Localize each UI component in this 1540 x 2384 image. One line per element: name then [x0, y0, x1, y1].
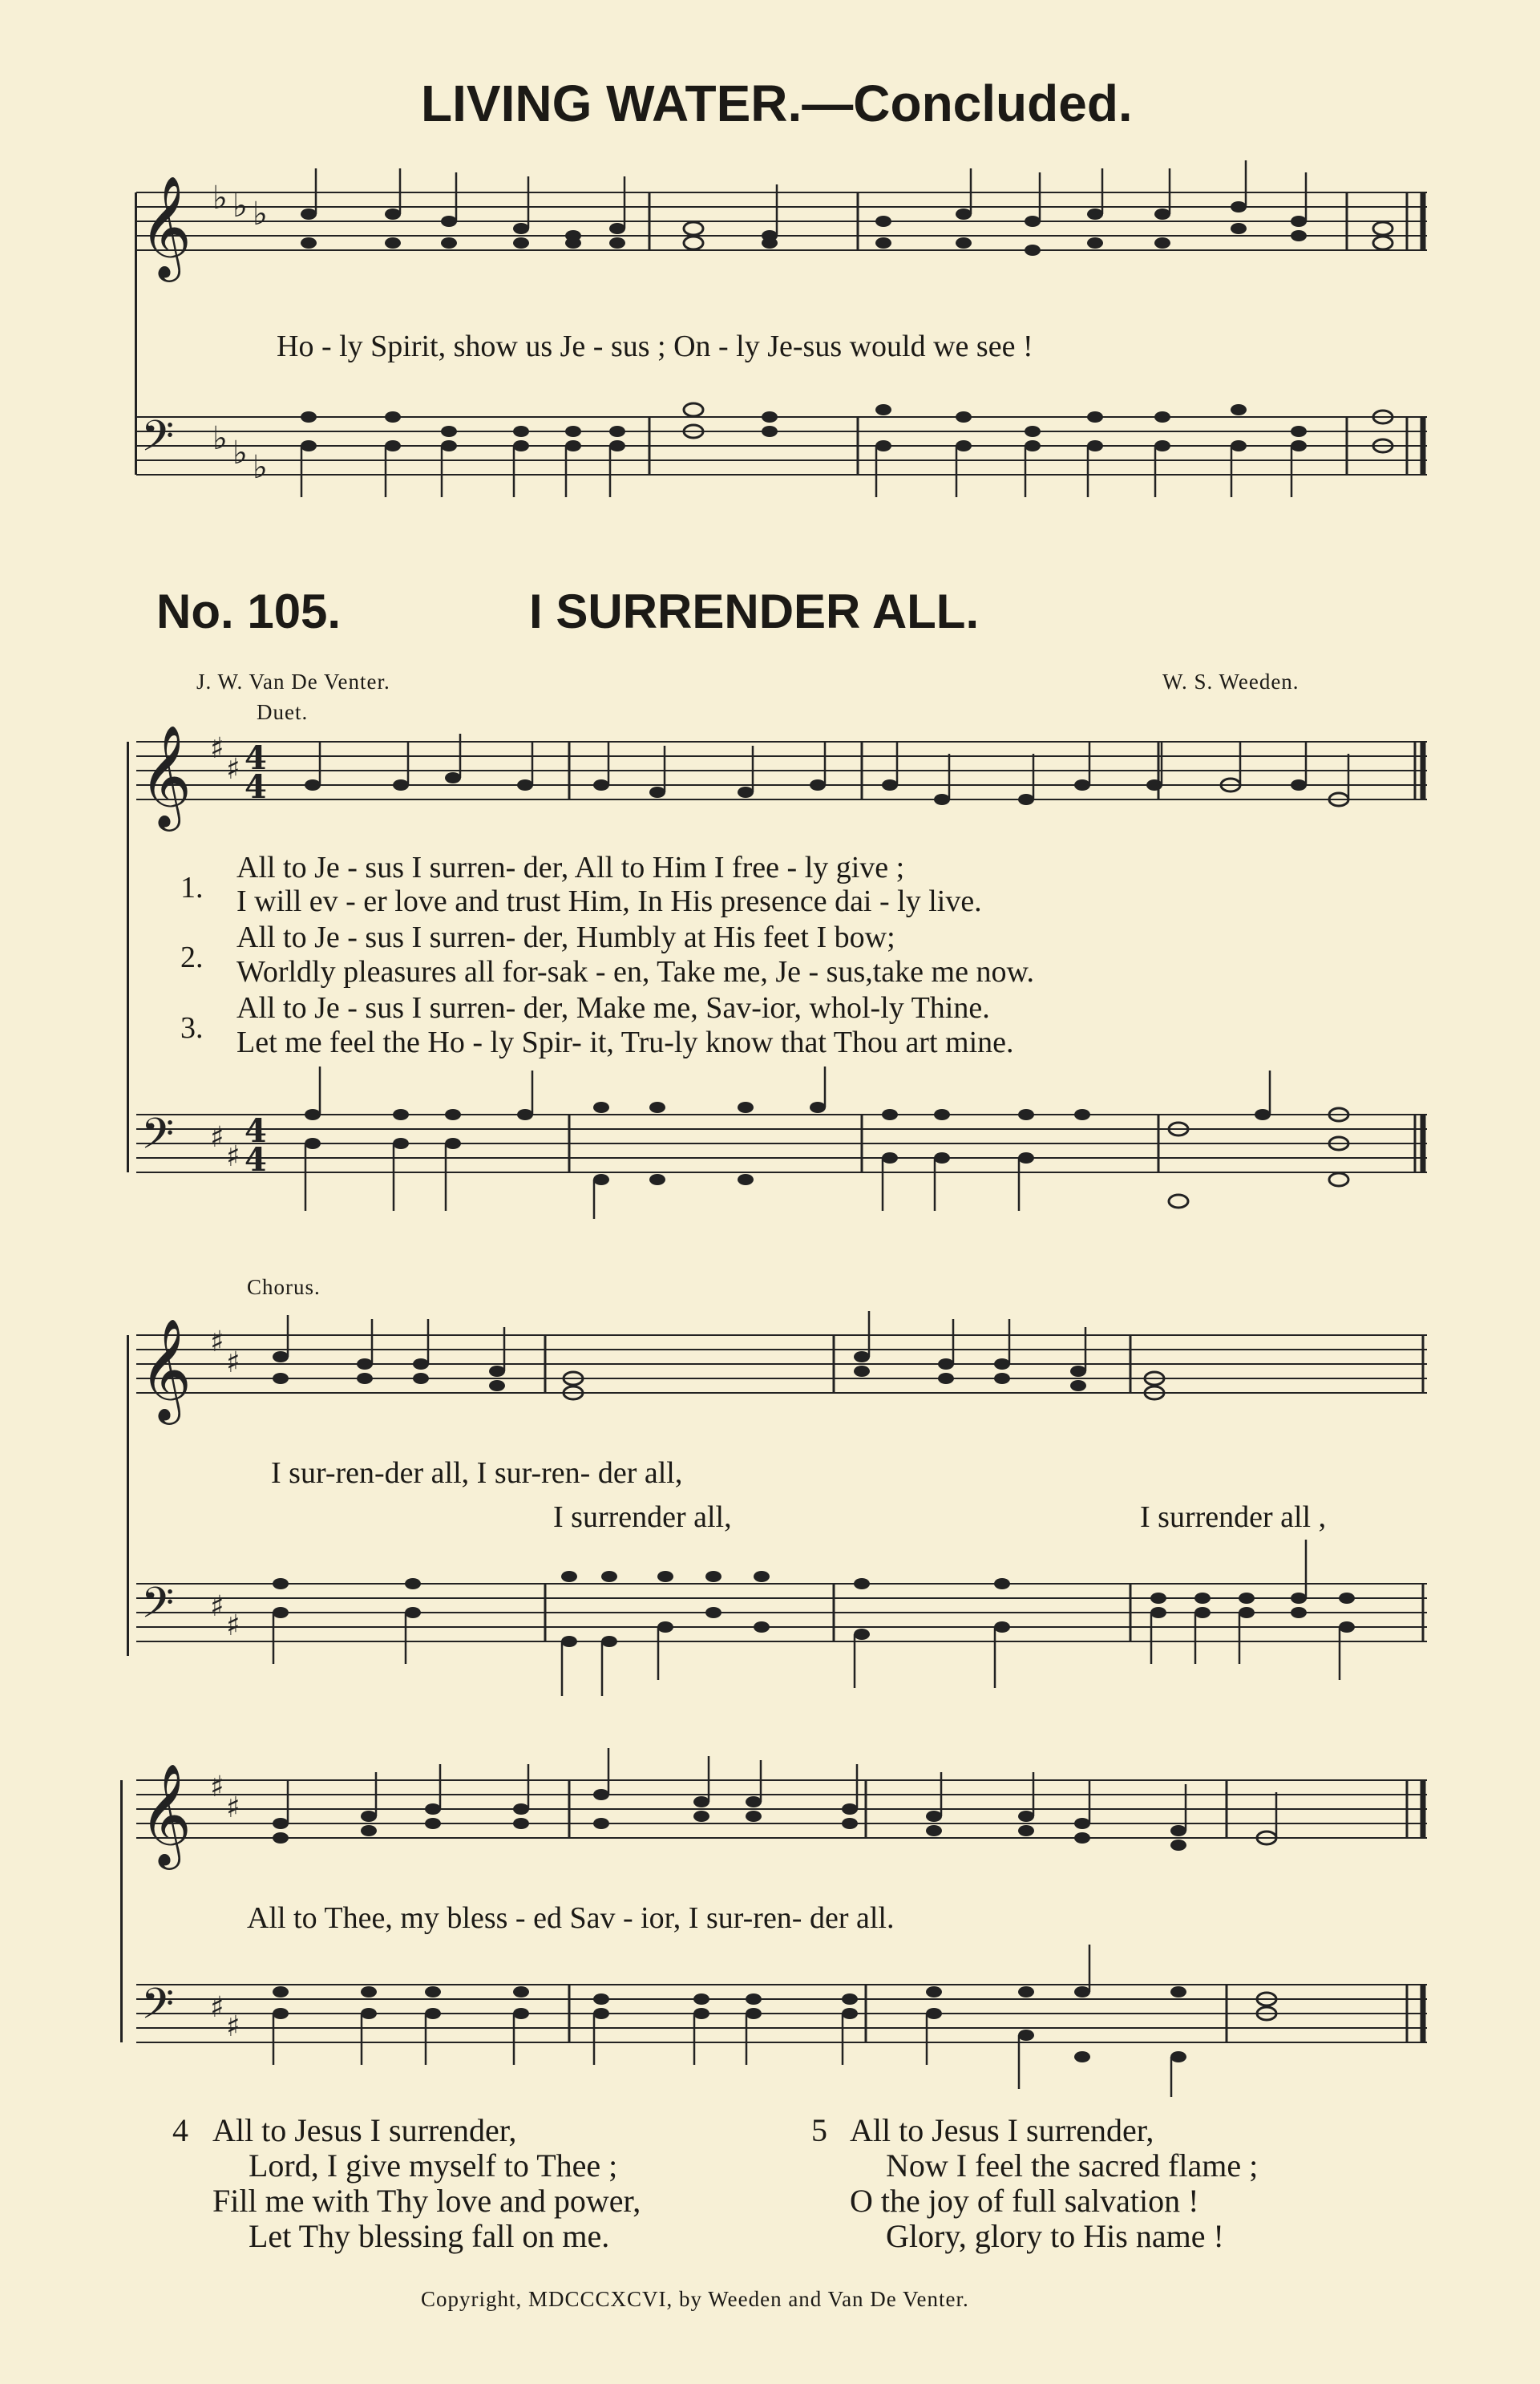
stanza-line: Let Thy blessing fall on me. — [249, 2218, 610, 2254]
chorus-label: Chorus. — [247, 1275, 321, 1299]
chorus-echo-1: I surrender all, — [553, 1500, 732, 1534]
bass-clef-icon: 𝄢 — [141, 1579, 175, 1638]
flat-icon: ♭ — [212, 180, 228, 217]
verse-number: 2. — [180, 941, 204, 974]
chorus-lyrics-2: All to Thee, my bless - ed Sav - ior, I sur-ren- der all. — [247, 1901, 895, 1935]
sharp-icon: ♯ — [226, 1346, 240, 1379]
copyright: Copyright, MDCCCXCVI, by Weeden and Van De Venter. — [421, 2287, 969, 2311]
time-signature-bottom: 4 — [245, 768, 267, 806]
verse-bass-staff — [136, 1110, 1427, 1235]
hymn-title: I SURRENDER ALL. — [529, 585, 980, 638]
bass-clef-icon: 𝄢 — [141, 412, 175, 472]
notes — [273, 1311, 1164, 1399]
flat-icon: ♭ — [253, 196, 268, 233]
stanza-line: Fill me with Thy love and power, — [212, 2183, 641, 2219]
page-title: LIVING WATER.—Concluded. — [421, 75, 1133, 132]
sharp-icon: ♯ — [210, 1121, 224, 1154]
flat-icon: ♭ — [212, 420, 228, 457]
sharp-icon: ♯ — [210, 1326, 224, 1358]
system-bracket — [135, 192, 137, 475]
sharp-icon: ♯ — [226, 1140, 240, 1173]
time-signature-top: 4 — [245, 1112, 267, 1150]
treble-clef-icon: 𝄞 — [139, 1317, 192, 1420]
living-water-bass-staff — [136, 412, 1427, 513]
stanza-line: All to Jesus I surrender, — [850, 2112, 1154, 2148]
treble-clef-icon: 𝄞 — [139, 724, 192, 827]
stanza-5 — [850, 2113, 1258, 2254]
notes — [273, 1945, 1276, 2097]
verse-number: 1. — [180, 871, 204, 905]
duet-label: Duet. — [257, 700, 309, 724]
verse-line: I will ev - er love and trust Him, In His presence dai - ly live. — [236, 884, 982, 918]
flat-icon: ♭ — [232, 188, 248, 225]
sharp-icon: ♯ — [210, 1771, 224, 1803]
treble-clef-icon: 𝄞 — [139, 175, 192, 277]
bass-clef-icon: 𝄢 — [141, 1980, 175, 2039]
bass-clef-icon: 𝄢 — [141, 1110, 175, 1169]
flat-icon: ♭ — [253, 449, 268, 486]
time-signature-bottom: 4 — [245, 1141, 267, 1179]
sharp-icon: ♯ — [226, 1791, 240, 1824]
verse-line: All to Je - sus I surren- der, Humbly at His feet I bow; — [236, 921, 895, 954]
verse-line: All to Je - sus I surren- der, Make me, Sav-ior, whol-ly Thine. — [236, 991, 990, 1025]
notes — [301, 160, 1392, 256]
chorus-treble-staff-1 — [136, 1317, 1427, 1431]
stanza-line: All to Jesus I surrender, — [212, 2112, 517, 2148]
verse-line: Worldly pleasures all for-sak - en, Take me, Je - sus,take me now. — [236, 955, 1034, 989]
stanza-4 — [212, 2113, 641, 2254]
sharp-icon: ♯ — [210, 732, 224, 765]
living-water-lyrics: Ho - ly Spirit, show us Je - sus ; On - ly Je-sus would we see ! — [277, 330, 1033, 363]
author: J. W. Van De Venter. — [196, 670, 390, 694]
time-signature-top: 4 — [245, 739, 267, 777]
verse-number: 3. — [180, 1011, 204, 1045]
hymn-number: No. 105. — [156, 585, 342, 638]
sharp-icon: ♯ — [226, 2010, 240, 2043]
stanza-line: Now I feel the sacred flame ; — [886, 2147, 1259, 2184]
stanza-line: O the joy of full salvation ! — [850, 2183, 1199, 2219]
system-bracket — [127, 742, 129, 1172]
sharp-icon: ♯ — [226, 753, 240, 786]
stanza-line: Glory, glory to His name ! — [886, 2218, 1224, 2254]
stanza-number: 4 — [172, 2112, 188, 2148]
chorus-bass-staff-2 — [136, 1980, 1427, 2105]
verse-line: Let me feel the Ho - ly Spir- it, Tru-ly know that Thou art mine. — [236, 1026, 1014, 1059]
chorus-bass-staff-1 — [136, 1579, 1427, 1704]
chorus-treble-staff-2 — [136, 1763, 1427, 1876]
treble-clef-icon: 𝄞 — [139, 1763, 192, 1865]
verse-treble-staff — [136, 724, 1427, 838]
system-bracket — [127, 1335, 129, 1656]
chorus-echo-2: I surrender all , — [1140, 1500, 1327, 1534]
chorus-lyrics-1: I sur-ren-der all, I sur-ren- der all, — [271, 1456, 683, 1490]
sharp-icon: ♯ — [210, 1590, 224, 1623]
sharp-icon: ♯ — [226, 1609, 240, 1642]
living-water-treble-staff — [136, 175, 1427, 289]
system-bracket — [120, 1780, 123, 2042]
sharp-icon: ♯ — [210, 1991, 224, 2024]
stanza-line: Lord, I give myself to Thee ; — [249, 2147, 618, 2184]
stanza-number: 5 — [811, 2112, 827, 2148]
notes — [273, 1748, 1276, 1851]
composer: W. S. Weeden. — [1162, 670, 1300, 694]
verse-line: All to Je - sus I surren- der, All to Him I free - ly give ; — [236, 851, 905, 884]
notes — [273, 1540, 1355, 1696]
flat-icon: ♭ — [232, 435, 248, 472]
